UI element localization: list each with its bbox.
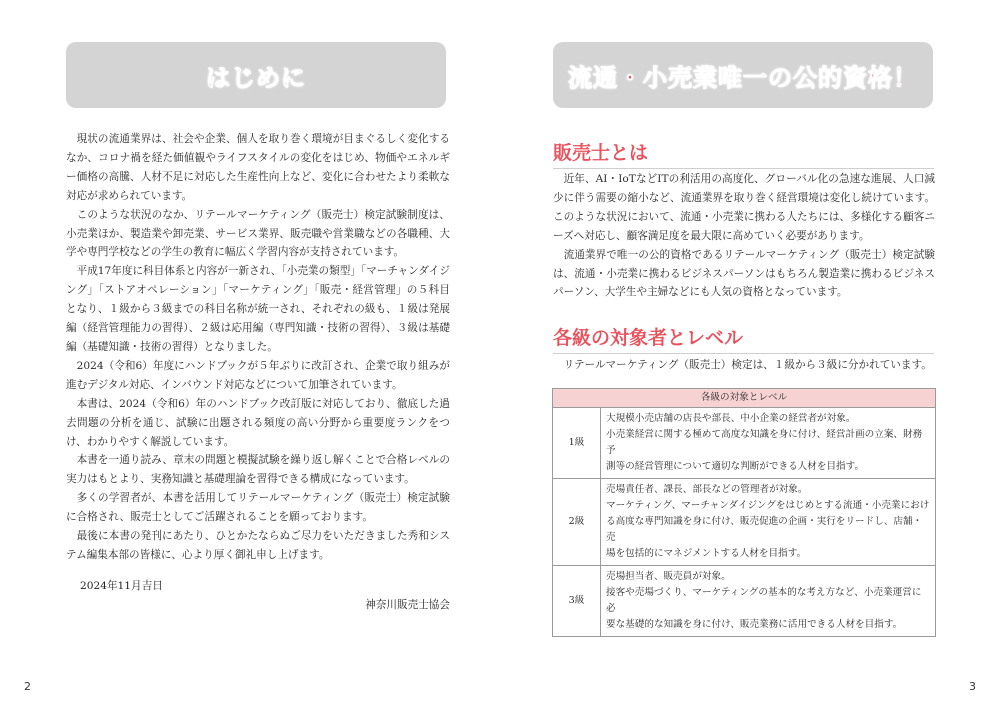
koteki-shikaku-banner	[553, 42, 933, 108]
description-line: 接客や売場づくり、マーケティングの基本的な考え方など、小売業運営に必	[606, 587, 922, 614]
paragraph: リテールマーケティング（販売士）検定は、１級から３級に分かれています。	[563, 359, 932, 371]
table-header: 各級の対象とレベル	[553, 389, 936, 408]
page-number-left: 2	[24, 680, 31, 693]
koteki-shikaku-title: 流通・小売業唯一の公的資格！	[568, 63, 918, 92]
level-cell: 3級	[553, 566, 601, 637]
hajimeni-banner	[66, 42, 446, 108]
hanbaishi-body	[553, 170, 935, 302]
hajimeni-body	[66, 130, 450, 565]
levels-table	[552, 388, 936, 637]
level-cell: 2級	[553, 479, 601, 566]
paragraph: 本書を一通り読み、章末の問題と模擬試験を繰り返し解くことで合格レベルの実力はもとより、実務知識と基礎理論を習得できる構成になっています。	[66, 454, 450, 486]
description-line: る高度な専門知識を身に付け、販売促進の企画・実行をリードし、店舗・売	[606, 516, 923, 543]
paragraph: このような状況のなか、リテールマーケティング（販売士）検定試験制度は、小売業ほか、製造業や卸売業、サービス業界、販売職や営業職などの各職種、大学や専門学校などの学生の教育に幅広く学習内容が支持されています。	[66, 208, 450, 259]
section-heading-levels: 各級の対象者とレベル	[553, 323, 934, 354]
page-number-right: 3	[969, 680, 976, 693]
levels-intro	[553, 356, 935, 375]
paragraph: 現状の流通業界は、社会や企業、個人を取り巻く環境が目まぐるしく変化するなか、コロナ禍を経た価値観やライフスタイルの変化をはじめ、物価やエネルギー価格の高騰、人材不足に対応した生産性向上など、変化に合わせたより柔軟な対応が求められています。	[66, 133, 450, 202]
description-line: 測等の経営管理について適切な判断ができる人材を目指す。	[606, 461, 865, 472]
paragraph: 2024（令和6）年度にハンドブックが５年ぶりに改訂され、企業で取り組みが進むデジタル対応、インバウンド対応などについて加筆されています。	[66, 359, 450, 391]
paragraph: 本書は、2024（令和6）年のハンドブック改訂版に対応しており、徹底した過去問題の分析を通じ、試験に出題される頻度の高い分野から重要度ランクをつけ、わかりやすく解説しています。	[66, 397, 450, 448]
paragraph: 最後に本書の発刊にあたり、ひとかたならぬご尽力をいただきました秀和システム編集本部の皆様に、心より厚く御礼申し上げます。	[66, 530, 450, 561]
description-cell	[601, 566, 936, 637]
description-line: 小売業経営に関する極めて高度な知識を身に付け、経営計画の立案、財務予	[606, 429, 923, 456]
paragraph: 多くの学習者が、本書を活用してリテールマーケティング（販売士）検定試験に合格され、販売士としてご活躍されることを願っております。	[66, 492, 450, 524]
description-cell	[601, 408, 936, 479]
table-row	[553, 479, 936, 566]
description-line: マーケティング、マーチャンダイジングをはじめとする流通・小売業におけ	[606, 500, 930, 511]
description-cell	[601, 479, 936, 566]
paragraph: 平成17年度に科目体系と内容が一新され、「小売業の類型」「マーチャンダイジング」「ストアオペレーション」「マーケティング」「販売・経営管理」の５科目となり、１級から３級までの科目名称が統一され、それぞれの級も、１級は発展編（経営管理能力の習得）、２級は応用編（専門知識・技術の習得）、３級は基礎編（基礎知識・技術の習得）となりました。	[66, 265, 450, 353]
section-heading-hanbaishi: 販売士とは	[553, 138, 934, 169]
hajimeni-title: はじめに	[206, 63, 306, 92]
right-page	[500, 0, 1000, 709]
description-line: 売場責任者、課長、部長などの管理者が対象。	[606, 484, 808, 495]
paragraph: 近年、AI・IoTなどITの利活用の高度化、グローバル化の急速な進展、人口減少に伴う需要の縮小など、流通業界を取り巻く経営環境は変化し続けています。このような状況において、流通・小売業に携わる人たちには、多様化する顧客ニーズへ対応し、顧客満足度を最大限に高めていく必要があります。	[553, 173, 935, 242]
preface-signature: 神奈川販売士協会	[365, 599, 450, 611]
level-cell: 1級	[553, 408, 601, 479]
description-line: 要な基礎的な知識を身に付け、販売業務に活用できる人材を目指す。	[606, 619, 903, 630]
preface-date: 2024年11月吉日	[80, 580, 163, 592]
description-line: 大規模小売店舗の店長や部長、中小企業の経営者が対象。	[606, 413, 856, 424]
description-line: 売場担当者、販売員が対象。	[606, 571, 731, 582]
table-row	[553, 566, 936, 637]
description-line: 場を包括的にマネジメントする人材を目指す。	[606, 548, 807, 559]
paragraph: 流通業界で唯一の公的資格であるリテールマーケティング（販売士）検定試験は、流通・小売業に携わるビジネスパーソンはもちろん製造業に携わるビジネスパーソン、大学生や主婦などにも人気の資格となっています。	[553, 248, 935, 299]
table-row	[553, 408, 936, 479]
